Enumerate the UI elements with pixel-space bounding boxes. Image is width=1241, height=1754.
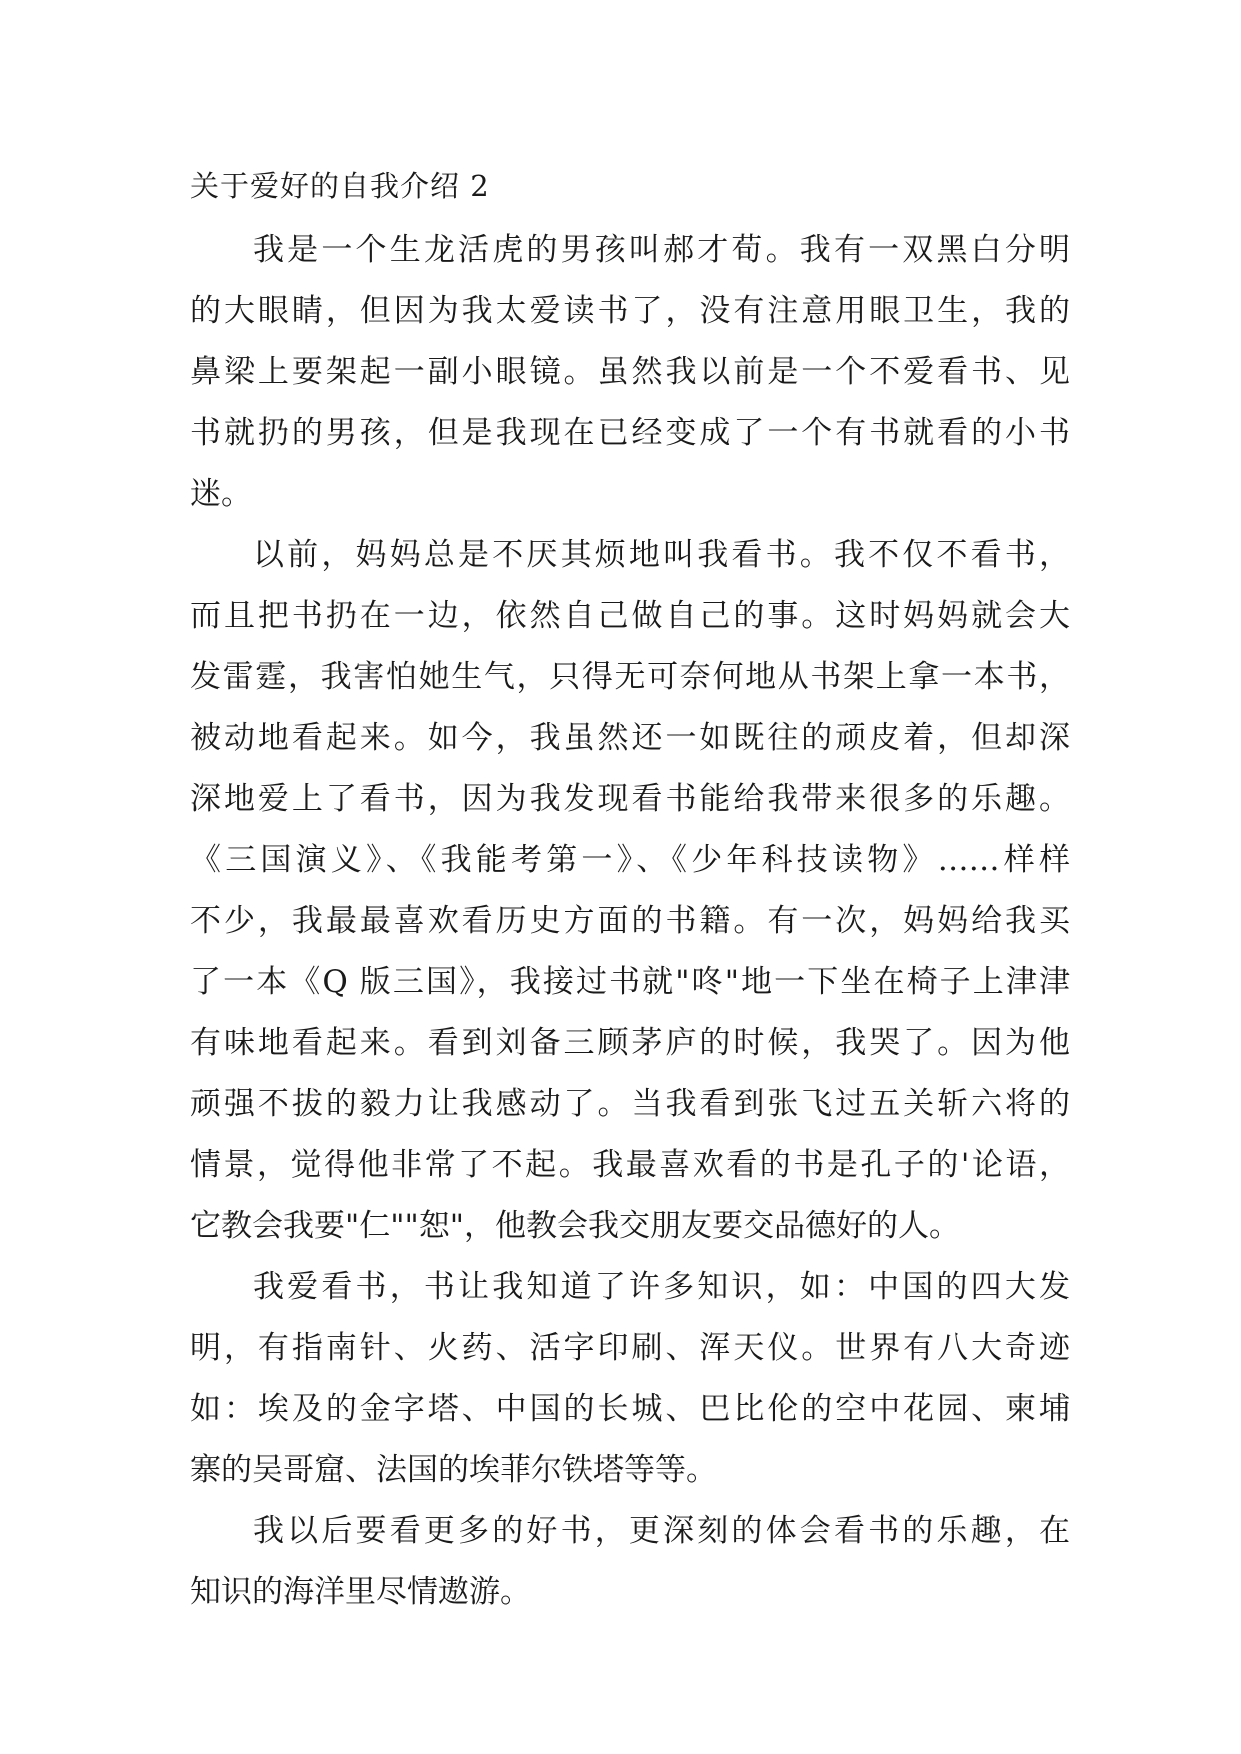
text-line: 而且把书扔在一边，依然自己做自己的事。这时妈妈就会大 [190, 598, 1070, 634]
text-line: 我爱看书，书让我知道了许多知识，如：中国的四大发 [253, 1269, 1070, 1305]
document-title: 关于爱好的自我介绍 2 [190, 169, 490, 203]
text-line: 鼻梁上要架起一副小眼镜。虽然我以前是一个不爱看书、见 [190, 354, 1070, 390]
text-line: 情景，觉得他非常了不起。我最喜欢看的书是孔子的'论语， [190, 1147, 1070, 1183]
text-line: 寨的吴哥窟、法国的埃菲尔铁塔等等。 [190, 1452, 717, 1488]
text-line: 的大眼睛，但因为我太爱读书了，没有注意用眼卫生，我的 [190, 293, 1070, 329]
document-page [190, 160, 1070, 1623]
text-line: 深地爱上了看书，因为我发现看书能给我带来很多的乐趣。 [190, 781, 1070, 817]
text-line: 如：埃及的金字塔、中国的长城、巴比伦的空中花园、柬埔 [190, 1391, 1070, 1427]
text-line: 以前，妈妈总是不厌其烦地叫我看书。我不仅不看书， [253, 537, 1070, 573]
text-line: 《三国演义》、《我能考第一》、《少年科技读物》……样样 [190, 842, 1070, 878]
text-line: 明，有指南针、火药、活字印刷、浑天仪。世界有八大奇迹 [190, 1330, 1070, 1366]
text-line: 顽强不拔的毅力让我感动了。当我看到张飞过五关斩六将的 [190, 1086, 1070, 1122]
document-body [190, 220, 1070, 1623]
text-line: 迷。 [190, 476, 252, 512]
text-line: 被动地看起来。如今，我虽然还一如既往的顽皮着，但却深 [190, 720, 1070, 756]
text-line: 有味地看起来。看到刘备三顾茅庐的时候，我哭了。因为他 [190, 1025, 1070, 1061]
text-line: 它教会我要"仁""恕"，他教会我交朋友要交品德好的人。 [190, 1208, 961, 1244]
text-line: 我是一个生龙活虎的男孩叫郝才荀。我有一双黑白分明 [253, 232, 1070, 268]
text-line: 不少，我最最喜欢看历史方面的书籍。有一次，妈妈给我买 [190, 903, 1070, 939]
text-line: 书就扔的男孩，但是我现在已经变成了一个有书就看的小书 [190, 415, 1070, 451]
text-line: 了一本《Q 版三国》，我接过书就"咚"地一下坐在椅子上津津 [190, 964, 1070, 1000]
text-line: 发雷霆，我害怕她生气，只得无可奈何地从书架上拿一本书， [190, 659, 1070, 695]
text-line: 知识的海洋里尽情遨游。 [190, 1574, 531, 1610]
text-line: 我以后要看更多的好书，更深刻的体会看书的乐趣，在 [253, 1513, 1070, 1549]
